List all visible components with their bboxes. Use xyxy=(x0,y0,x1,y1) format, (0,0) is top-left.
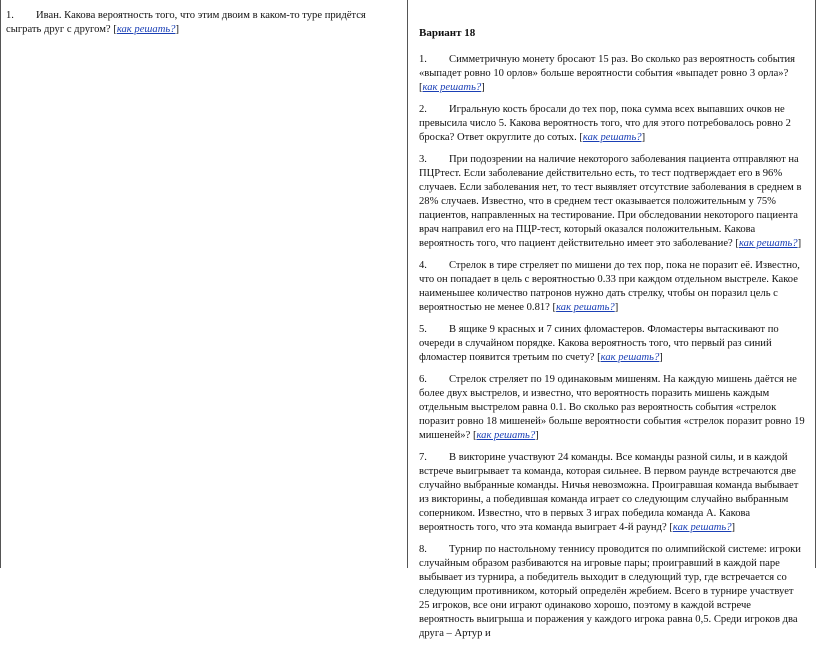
task-text: В ящике 9 красных и 7 синих фломастеров. Фломастеры вытаскивают по очереди в случайном порядке. Какова вероятность того, что первый раз синий фломастер появится третьим по счету? xyxy=(419,324,779,363)
how-to-solve-link[interactable]: как решать? xyxy=(116,24,176,35)
left-task-continuation: 1. Иван. Какова вероятность того, что этим двоим в каком-то туре придётся сыграть друг с другом? [как решать?] xyxy=(6,10,366,35)
task-item: 3. При подозрении на наличие некоторого заболевания пациента отправляют на ПЦРтест. Если заболевание действительно есть, то тест подтверждает его в 96% случаев. Если заболевания нет, то тест выявляет отсутствие заболевания в среднем в 28% случаев. Известно, что в среднем тест оказывается положительным у 75% пациентов, направленных на тестирование. При обследовании некоторого пациента врач направил его на ПЦР-тест, который оказался положительным. Какова вероятность того, что пациент действительно имеет это заболевание? [как решать?] xyxy=(419,154,802,249)
task-number: 1. xyxy=(419,54,427,65)
task-number: 1. xyxy=(6,10,14,21)
task-text: Турнир по настольному теннису проводится по олимпийской системе: игроки случайным образом разбиваются на игровые пары; проигравший в каждой паре выбывает из турнира, а победитель выходит в следующий тур, где встречается со следующим противником, который определён жребием. Всего в турнире участвует 25 игроков, все они играют одинаково хорошо, поэтому в каждой встрече вероятность выигрыша и поражения у каждого игрока равна 0,5. Среди игроков два друга – Артур и xyxy=(419,544,801,639)
how-to-solve-link[interactable]: как решать? xyxy=(556,302,615,313)
how-to-solve-link[interactable]: как решать? xyxy=(476,430,536,441)
how-to-solve-link[interactable]: как решать? xyxy=(672,522,732,533)
task-item: 2. Игральную кость бросали до тех пор, пока сумма всех выпавших очков не превысила число 5. Какова вероятность того, что для этого потребовалось ровно 2 броска? Ответ округлите до сотых. [как решать?] xyxy=(419,104,791,143)
how-to-solve-link[interactable]: как решать? xyxy=(600,352,660,363)
task-text: Симметричную монету бросают 15 раз. Во сколько раз вероятность события «выпадет ровно 10 орлов» больше вероятности события «выпадет ровно 3 орла»? xyxy=(419,54,796,79)
task-text: В викторине участвуют 24 команды. Все команды разной силы, и в каждой встрече выигрывает та команда, которая сильнее. В первом раунде встречаются две случайно выбранные команды. Ничья невозможна. Проигравшая команда выбывает из викторины, а победившая команда играет со следующим случайно выбранным соперником. Известно, что в первых 3 играх победила команда А. Какова вероятность того, что эта команда выиграет 4-й раунд? xyxy=(419,452,799,533)
task-list xyxy=(419,53,805,649)
task-number: 8. xyxy=(419,544,427,555)
task-item: 4. Стрелок в тире стреляет по мишени до тех пор, пока не поразит её. Известно, что он попадает в цель с вероятностью 0.33 при каждом отдельном выстреле. Какое наименьшее количество патронов нужно дать стрелку, чтобы он поразил цель с вероятностью не менее 0.81? [как решать?] xyxy=(419,260,800,313)
how-to-solve-link[interactable]: как решать? xyxy=(582,132,642,143)
task-number: 6. xyxy=(419,374,427,385)
left-cell xyxy=(6,9,396,45)
task-number: 4. xyxy=(419,260,427,271)
task-text: Стрелок стреляет по 19 одинаковым мишеням. На каждую мишень даётся не более двух выстрелов, и известно, что вероятность поразить мишень каждым отдельным выстрелом равна 0.1. Во сколько раз вероятность события «стрелок поразит ровно 18 мишеней» больше вероятности события «стрелок поразит ровно 19 мишеней»? xyxy=(419,374,805,441)
task-number: 3. xyxy=(419,154,427,165)
variant-title: Вариант 18 xyxy=(419,27,476,39)
task-item: 1. Симметричную монету бросают 15 раз. Во сколько раз вероятность события «выпадет ровно 10 орлов» больше вероятности события «выпадет ровно 3 орла»? [как решать?] xyxy=(419,54,796,93)
task-item xyxy=(419,543,805,641)
task-text: При подозрении на наличие некоторого заболевания пациента отправляют на ПЦРтест. Если заболевание действительно есть, то тест подтверждает его в 96% случаев. Если заболевания нет, то тест выявляет отсутствие заболевания в среднем в 28% случаев. Известно, что в среднем тест оказывается положительным у 75% пациентов, направленных на тестирование. При обследовании некоторого пациента врач направил его на ПЦР-тест, который оказался положительным. Какова вероятность того, что пациент действительно имеет это заболевание? xyxy=(419,154,802,249)
task-text: Игральную кость бросали до тех пор, пока сумма всех выпавших очков не превысила число 5. Какова вероятность того, что для этого потребовалось ровно 2 броска? Ответ округлите до сотых. xyxy=(419,104,791,143)
task-number: 2. xyxy=(419,104,427,115)
task-text: Иван. Какова вероятность того, что этим двоим в каком-то туре придётся сыграть друг с другом? xyxy=(6,10,366,35)
table-border-left xyxy=(0,0,1,568)
task-item: 6. Стрелок стреляет по 19 одинаковым мишеням. На каждую мишень даётся не более двух выстрелов, и известно, что вероятность поразить мишень каждым отдельным выстрелом равна 0.1. Во сколько раз вероятность события «стрелок поразит ровно 18 мишеней» больше вероятности события «стрелок поразит ровно 19 мишеней»? [как решать?] xyxy=(419,374,805,441)
how-to-solve-link[interactable]: как решать? xyxy=(738,238,798,249)
how-to-solve-link[interactable]: как решать? xyxy=(422,82,482,93)
task-number: 5. xyxy=(419,324,427,335)
task-number: 7. xyxy=(419,452,427,463)
task-item: 7. В викторине участвуют 24 команды. Все команды разной силы, и в каждой встрече выигрывает та команда, которая сильнее. В первом раунде встречаются две случайно выбранные команды. Ничья невозможна. Проигравшая команда выбывает из викторины, а победившая команда играет со следующим случайно выбранным соперником. Известно, что в первых 3 играх победила команда А. Какова вероятность того, что эта команда выиграет 4-й раунд? [как решать?] xyxy=(419,452,799,533)
task-item: 5. В ящике 9 красных и 7 синих фломастеров. Фломастеры вытаскивают по очереди в случайном порядке. Какова вероятность того, что первый раз синий фломастер появится третьим по счету? [как решать?] xyxy=(419,324,779,363)
table-column-divider xyxy=(407,0,408,568)
task-text: Стрелок в тире стреляет по мишени до тех пор, пока не поразит её. Известно, что он попадает в цель с вероятностью 0.33 при каждом отдельном выстреле. Какое наименьшее количество патронов нужно дать стрелку, чтобы он поразил цель с вероятностью не менее 0.81? xyxy=(419,260,800,313)
